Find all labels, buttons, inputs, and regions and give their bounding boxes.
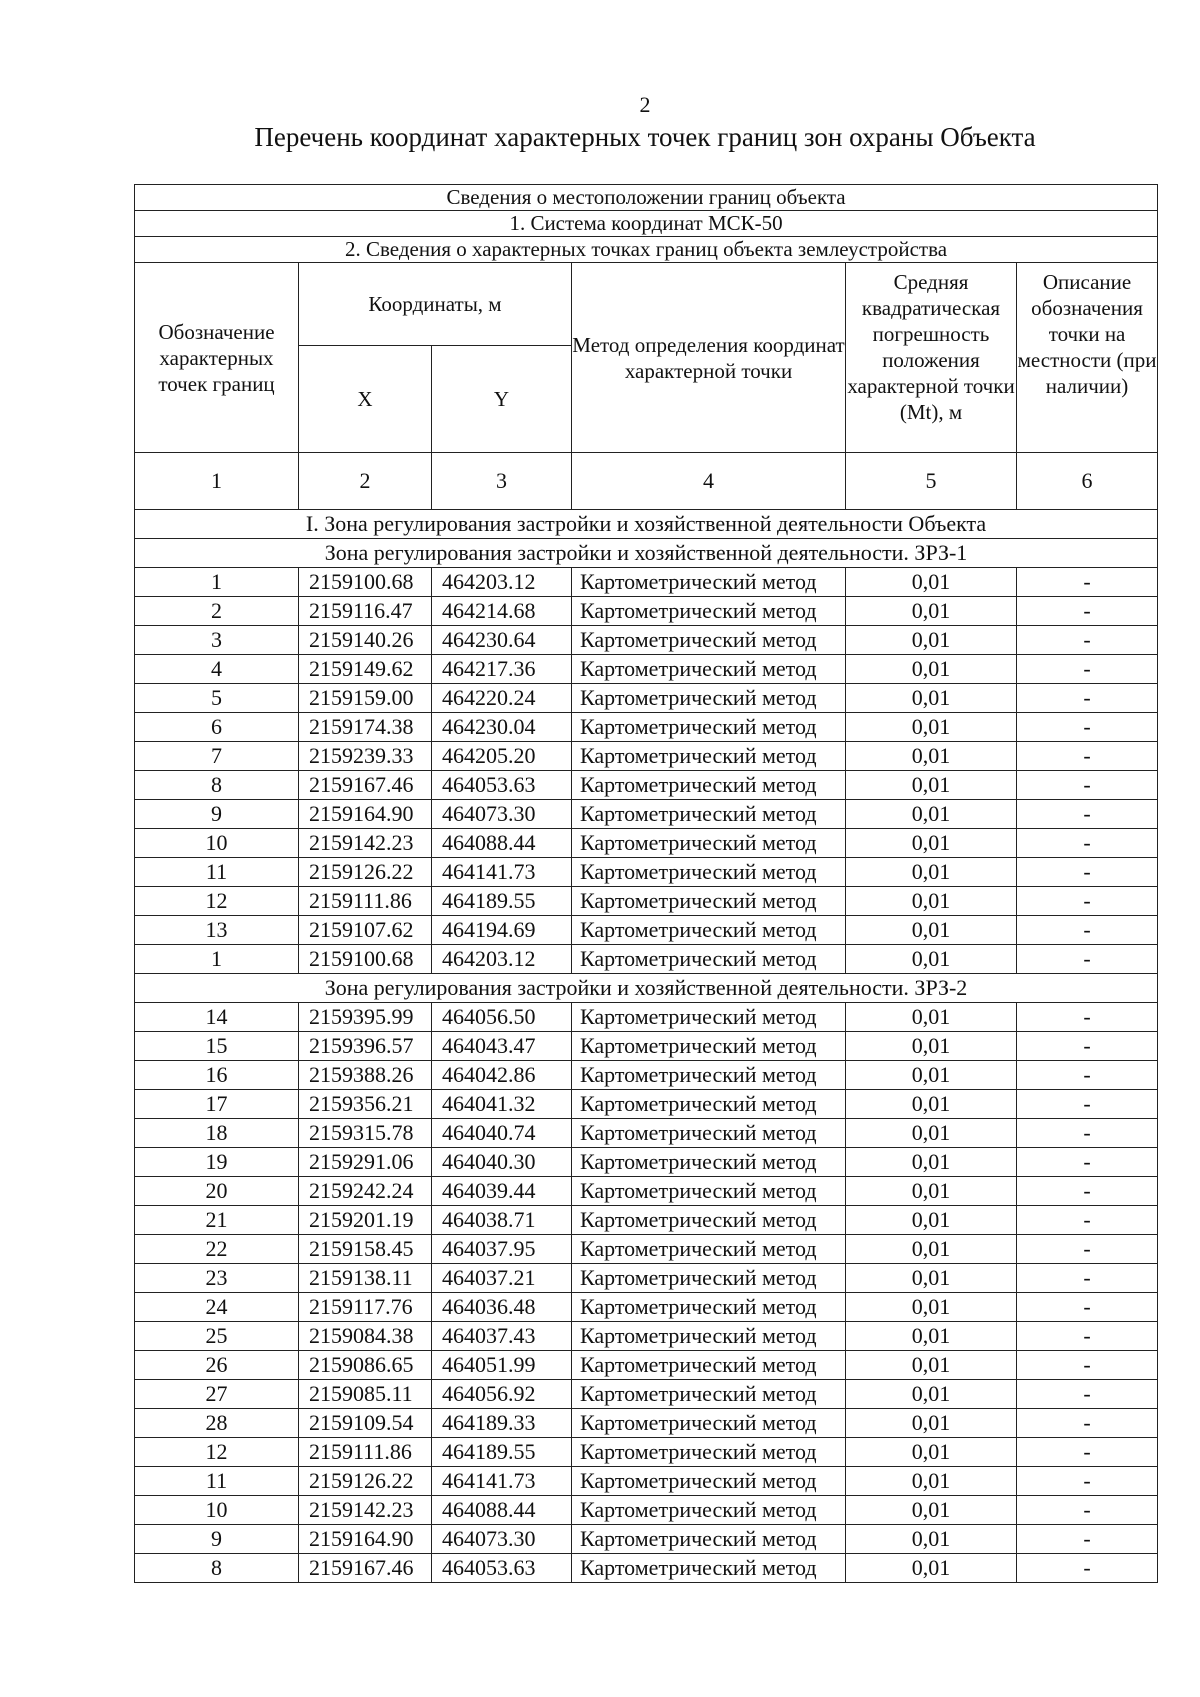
y-coordinate: 464056.50 [432, 1003, 572, 1032]
error-value: 0,01 [846, 1380, 1017, 1409]
description: - [1017, 1467, 1158, 1496]
point-number: 3 [135, 626, 299, 655]
table-row [135, 1177, 1158, 1206]
error-value: 0,01 [846, 1177, 1017, 1206]
description: - [1017, 1061, 1158, 1090]
point-number: 2 [135, 597, 299, 626]
method: Картометрический метод [572, 1235, 846, 1264]
description: - [1017, 1554, 1158, 1583]
header-description: Описание обозначения точки на местности (при наличии) [1017, 263, 1158, 453]
y-coordinate: 464214.68 [432, 597, 572, 626]
point-number: 22 [135, 1235, 299, 1264]
point-number: 17 [135, 1090, 299, 1119]
page-number: 2 [639, 92, 651, 117]
point-number: 1 [135, 568, 299, 597]
error-value: 0,01 [846, 626, 1017, 655]
method: Картометрический метод [572, 945, 846, 974]
header-method: Метод определения координат характерной точки [572, 263, 846, 453]
method: Картометрический метод [572, 1409, 846, 1438]
y-coordinate: 464205.20 [432, 742, 572, 771]
description: - [1017, 1409, 1158, 1438]
description: - [1017, 887, 1158, 916]
table-row [135, 829, 1158, 858]
error-value: 0,01 [846, 1119, 1017, 1148]
table-row [135, 1119, 1158, 1148]
table-row [135, 1525, 1158, 1554]
description: - [1017, 1235, 1158, 1264]
y-coordinate: 464040.30 [432, 1148, 572, 1177]
x-coordinate: 2159107.62 [299, 916, 432, 945]
point-number: 8 [135, 771, 299, 800]
y-coordinate: 464230.64 [432, 626, 572, 655]
table-row [135, 1554, 1158, 1583]
y-coordinate: 464041.32 [432, 1090, 572, 1119]
method: Картометрический метод [572, 1554, 846, 1583]
coordinates-table-body [135, 185, 1158, 1583]
method: Картометрический метод [572, 887, 846, 916]
table-row [135, 1090, 1158, 1119]
method: Картометрический метод [572, 626, 846, 655]
method: Картометрический метод [572, 916, 846, 945]
error-value: 0,01 [846, 1293, 1017, 1322]
x-coordinate: 2159138.11 [299, 1264, 432, 1293]
table-row [135, 1467, 1158, 1496]
method: Картометрический метод [572, 597, 846, 626]
point-number: 13 [135, 916, 299, 945]
method: Картометрический метод [572, 1206, 846, 1235]
y-coordinate: 464036.48 [432, 1293, 572, 1322]
description: - [1017, 1148, 1158, 1177]
method: Картометрический метод [572, 1148, 846, 1177]
table-row [135, 1293, 1158, 1322]
table-row [135, 800, 1158, 829]
column-number: 4 [572, 453, 846, 510]
description: - [1017, 800, 1158, 829]
table-row [135, 597, 1158, 626]
method: Картометрический метод [572, 1496, 846, 1525]
point-number: 27 [135, 1380, 299, 1409]
error-value: 0,01 [846, 945, 1017, 974]
y-coordinate: 464043.47 [432, 1032, 572, 1061]
point-number: 16 [135, 1061, 299, 1090]
table-row [135, 626, 1158, 655]
coordinates-table [134, 184, 1158, 1583]
x-coordinate: 2159084.38 [299, 1322, 432, 1351]
coordinate-system-banner: 1. Система координат МСК-50 [135, 211, 1158, 237]
point-number: 26 [135, 1351, 299, 1380]
y-coordinate: 464073.30 [432, 800, 572, 829]
error-value: 0,01 [846, 1438, 1017, 1467]
table-row [135, 1003, 1158, 1032]
point-number: 11 [135, 1467, 299, 1496]
description: - [1017, 1177, 1158, 1206]
description: - [1017, 597, 1158, 626]
x-coordinate: 2159388.26 [299, 1061, 432, 1090]
description: - [1017, 713, 1158, 742]
description: - [1017, 1119, 1158, 1148]
table-row [135, 1235, 1158, 1264]
x-coordinate: 2159164.90 [299, 800, 432, 829]
error-value: 0,01 [846, 1467, 1017, 1496]
error-value: 0,01 [846, 713, 1017, 742]
table-row [135, 1032, 1158, 1061]
y-coordinate: 464037.95 [432, 1235, 572, 1264]
y-coordinate: 464141.73 [432, 1467, 572, 1496]
method: Картометрический метод [572, 1264, 846, 1293]
error-value: 0,01 [846, 858, 1017, 887]
point-number: 9 [135, 800, 299, 829]
error-value: 0,01 [846, 1032, 1017, 1061]
method: Картометрический метод [572, 1380, 846, 1409]
error-value: 0,01 [846, 568, 1017, 597]
error-value: 0,01 [846, 1264, 1017, 1293]
description: - [1017, 916, 1158, 945]
table-row [135, 1438, 1158, 1467]
table-row [135, 916, 1158, 945]
error-value: 0,01 [846, 1061, 1017, 1090]
x-coordinate: 2159158.45 [299, 1235, 432, 1264]
zone-title: Зона регулирования застройки и хозяйственной деятельности. ЗРЗ-1 [135, 539, 1158, 568]
description: - [1017, 684, 1158, 713]
point-number: 5 [135, 684, 299, 713]
y-coordinate: 464040.74 [432, 1119, 572, 1148]
y-coordinate: 464220.24 [432, 684, 572, 713]
table-row [135, 771, 1158, 800]
y-coordinate: 464042.86 [432, 1061, 572, 1090]
x-coordinate: 2159117.76 [299, 1293, 432, 1322]
x-coordinate: 2159086.65 [299, 1351, 432, 1380]
error-value: 0,01 [846, 771, 1017, 800]
zone-title: Зона регулирования застройки и хозяйственной деятельности. ЗРЗ-2 [135, 974, 1158, 1003]
x-coordinate: 2159159.00 [299, 684, 432, 713]
column-number: 2 [299, 453, 432, 510]
x-coordinate: 2159126.22 [299, 1467, 432, 1496]
method: Картометрический метод [572, 1525, 846, 1554]
x-coordinate: 2159149.62 [299, 655, 432, 684]
method: Картометрический метод [572, 1032, 846, 1061]
table-row [135, 1206, 1158, 1235]
method: Картометрический метод [572, 771, 846, 800]
table-row [135, 1380, 1158, 1409]
error-value: 0,01 [846, 1090, 1017, 1119]
point-number: 25 [135, 1322, 299, 1351]
error-value: 0,01 [846, 1525, 1017, 1554]
point-number: 15 [135, 1032, 299, 1061]
method: Картометрический метод [572, 1351, 846, 1380]
error-value: 0,01 [846, 1496, 1017, 1525]
error-value: 0,01 [846, 597, 1017, 626]
y-coordinate: 464189.55 [432, 1438, 572, 1467]
error-value: 0,01 [846, 1409, 1017, 1438]
x-coordinate: 2159116.47 [299, 597, 432, 626]
x-coordinate: 2159395.99 [299, 1003, 432, 1032]
header-error: Средняя квадратическая погрешность положения характерной точки (Mt), м [846, 263, 1017, 453]
y-coordinate: 464051.99 [432, 1351, 572, 1380]
error-value: 0,01 [846, 742, 1017, 771]
table-row [135, 1496, 1158, 1525]
error-value: 0,01 [846, 1148, 1017, 1177]
x-coordinate: 2159100.68 [299, 568, 432, 597]
header-y: Y [432, 346, 572, 453]
point-number: 1 [135, 945, 299, 974]
table-row [135, 1322, 1158, 1351]
x-coordinate: 2159142.23 [299, 1496, 432, 1525]
point-number: 8 [135, 1554, 299, 1583]
error-value: 0,01 [846, 1322, 1017, 1351]
point-number: 14 [135, 1003, 299, 1032]
header-x: X [299, 346, 432, 453]
x-coordinate: 2159167.46 [299, 1554, 432, 1583]
column-number: 6 [1017, 453, 1158, 510]
page-title: Перечень координат характерных точек границ зон охраны Объекта [254, 122, 1036, 152]
error-value: 0,01 [846, 655, 1017, 684]
description: - [1017, 945, 1158, 974]
column-number: 3 [432, 453, 572, 510]
method: Картометрический метод [572, 858, 846, 887]
description: - [1017, 1525, 1158, 1554]
point-number: 19 [135, 1148, 299, 1177]
section-title: I. Зона регулирования застройки и хозяйственной деятельности Объекта [135, 510, 1158, 539]
y-coordinate: 464217.36 [432, 655, 572, 684]
y-coordinate: 464141.73 [432, 858, 572, 887]
description: - [1017, 1003, 1158, 1032]
table-row [135, 1061, 1158, 1090]
location-info-banner: Сведения о местоположении границ объекта [135, 185, 1158, 211]
point-number: 7 [135, 742, 299, 771]
description: - [1017, 1380, 1158, 1409]
method: Картометрический метод [572, 1293, 846, 1322]
point-number: 18 [135, 1119, 299, 1148]
table-row [135, 887, 1158, 916]
description: - [1017, 1264, 1158, 1293]
y-coordinate: 464203.12 [432, 945, 572, 974]
point-number: 10 [135, 1496, 299, 1525]
method: Картометрический метод [572, 800, 846, 829]
error-value: 0,01 [846, 1206, 1017, 1235]
header-coordinates: Координаты, м [299, 263, 572, 346]
error-value: 0,01 [846, 1554, 1017, 1583]
x-coordinate: 2159085.11 [299, 1380, 432, 1409]
x-coordinate: 2159140.26 [299, 626, 432, 655]
method: Картометрический метод [572, 655, 846, 684]
x-coordinate: 2159164.90 [299, 1525, 432, 1554]
description: - [1017, 1206, 1158, 1235]
point-number: 24 [135, 1293, 299, 1322]
y-coordinate: 464053.63 [432, 1554, 572, 1583]
y-coordinate: 464053.63 [432, 771, 572, 800]
point-number: 6 [135, 713, 299, 742]
y-coordinate: 464088.44 [432, 829, 572, 858]
error-value: 0,01 [846, 829, 1017, 858]
description: - [1017, 858, 1158, 887]
method: Картометрический метод [572, 684, 846, 713]
header-point-designation: Обозначение характерных точек границ [135, 263, 299, 453]
y-coordinate: 464037.21 [432, 1264, 572, 1293]
table-row [135, 1148, 1158, 1177]
point-number: 21 [135, 1206, 299, 1235]
points-info-banner: 2. Сведения о характерных точках границ объекта землеустройства [135, 237, 1158, 263]
description: - [1017, 1496, 1158, 1525]
point-number: 9 [135, 1525, 299, 1554]
y-coordinate: 464189.55 [432, 887, 572, 916]
y-coordinate: 464037.43 [432, 1322, 572, 1351]
description: - [1017, 626, 1158, 655]
description: - [1017, 1090, 1158, 1119]
y-coordinate: 464088.44 [432, 1496, 572, 1525]
column-number: 1 [135, 453, 299, 510]
x-coordinate: 2159291.06 [299, 1148, 432, 1177]
x-coordinate: 2159126.22 [299, 858, 432, 887]
point-number: 28 [135, 1409, 299, 1438]
method: Картометрический метод [572, 1003, 846, 1032]
error-value: 0,01 [846, 1003, 1017, 1032]
y-coordinate: 464039.44 [432, 1177, 572, 1206]
point-number: 23 [135, 1264, 299, 1293]
method: Картометрический метод [572, 1061, 846, 1090]
method: Картометрический метод [572, 713, 846, 742]
point-number: 11 [135, 858, 299, 887]
x-coordinate: 2159100.68 [299, 945, 432, 974]
description: - [1017, 1438, 1158, 1467]
x-coordinate: 2159356.21 [299, 1090, 432, 1119]
y-coordinate: 464230.04 [432, 713, 572, 742]
x-coordinate: 2159111.86 [299, 1438, 432, 1467]
method: Картометрический метод [572, 1438, 846, 1467]
error-value: 0,01 [846, 887, 1017, 916]
y-coordinate: 464189.33 [432, 1409, 572, 1438]
x-coordinate: 2159242.24 [299, 1177, 432, 1206]
table-row [135, 858, 1158, 887]
x-coordinate: 2159315.78 [299, 1119, 432, 1148]
x-coordinate: 2159239.33 [299, 742, 432, 771]
description: - [1017, 1032, 1158, 1061]
method: Картометрический метод [572, 1322, 846, 1351]
table-row [135, 945, 1158, 974]
y-coordinate: 464056.92 [432, 1380, 572, 1409]
error-value: 0,01 [846, 1235, 1017, 1264]
point-number: 20 [135, 1177, 299, 1206]
method: Картометрический метод [572, 829, 846, 858]
x-coordinate: 2159174.38 [299, 713, 432, 742]
method: Картометрический метод [572, 1119, 846, 1148]
description: - [1017, 742, 1158, 771]
description: - [1017, 829, 1158, 858]
table-row [135, 1409, 1158, 1438]
method: Картометрический метод [572, 568, 846, 597]
error-value: 0,01 [846, 684, 1017, 713]
description: - [1017, 1322, 1158, 1351]
table-row [135, 742, 1158, 771]
table-row [135, 1351, 1158, 1380]
point-number: 10 [135, 829, 299, 858]
x-coordinate: 2159142.23 [299, 829, 432, 858]
description: - [1017, 1293, 1158, 1322]
x-coordinate: 2159201.19 [299, 1206, 432, 1235]
table-row [135, 655, 1158, 684]
y-coordinate: 464073.30 [432, 1525, 572, 1554]
description: - [1017, 1351, 1158, 1380]
x-coordinate: 2159109.54 [299, 1409, 432, 1438]
x-coordinate: 2159396.57 [299, 1032, 432, 1061]
table-row [135, 713, 1158, 742]
method: Картометрический метод [572, 742, 846, 771]
point-number: 4 [135, 655, 299, 684]
y-coordinate: 464203.12 [432, 568, 572, 597]
description: - [1017, 655, 1158, 684]
y-coordinate: 464194.69 [432, 916, 572, 945]
method: Картометрический метод [572, 1090, 846, 1119]
description: - [1017, 568, 1158, 597]
error-value: 0,01 [846, 1351, 1017, 1380]
table-row [135, 1264, 1158, 1293]
y-coordinate: 464038.71 [432, 1206, 572, 1235]
x-coordinate: 2159111.86 [299, 887, 432, 916]
table-row [135, 684, 1158, 713]
point-number: 12 [135, 1438, 299, 1467]
column-number: 5 [846, 453, 1017, 510]
method: Картометрический метод [572, 1177, 846, 1206]
table-row [135, 568, 1158, 597]
method: Картометрический метод [572, 1467, 846, 1496]
description: - [1017, 771, 1158, 800]
point-number: 12 [135, 887, 299, 916]
error-value: 0,01 [846, 800, 1017, 829]
x-coordinate: 2159167.46 [299, 771, 432, 800]
error-value: 0,01 [846, 916, 1017, 945]
